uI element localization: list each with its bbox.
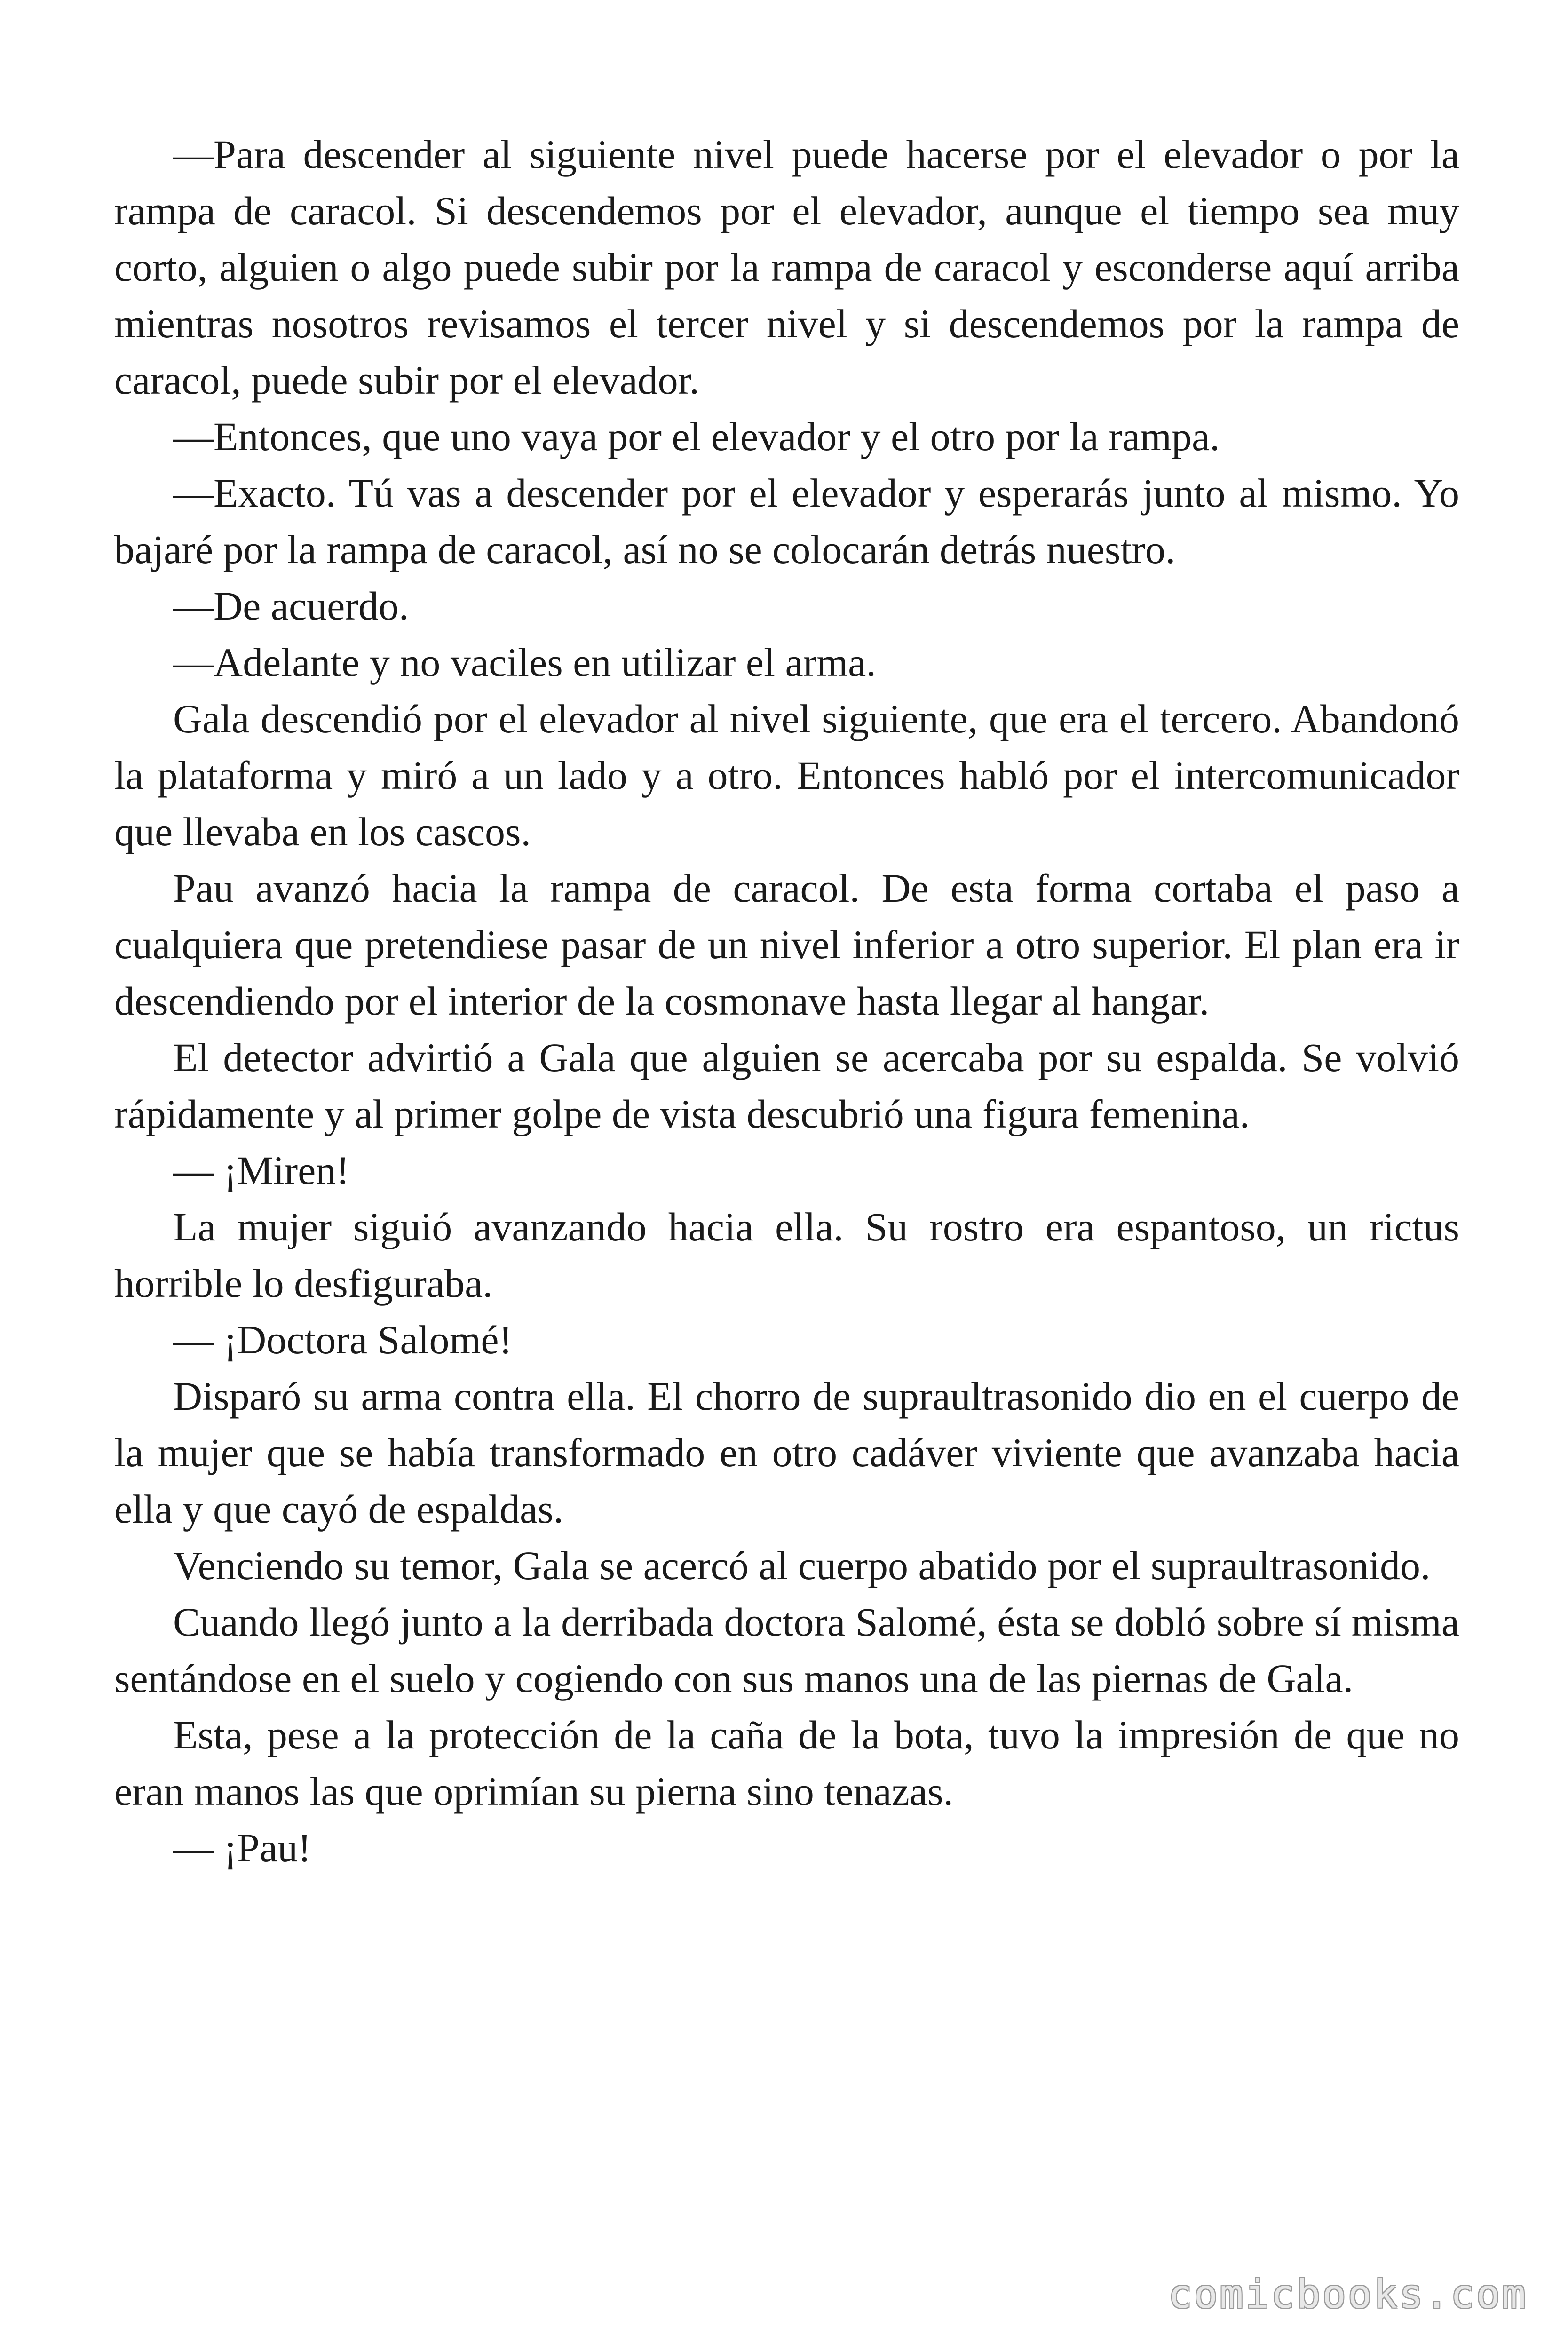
paragraph: La mujer siguió avanzando hacia ella. Su rostro era espantoso, un rictus horrible lo desfiguraba.	[114, 1204, 1459, 1306]
paragraph: Pau avanzó hacia la rampa de caracol. De esta forma cortaba el paso a cualquiera que pretendiese pasar de un nivel inferior a otro superior. El plan era ir descendiendo por el interior de la cosmonave hasta llegar al hangar.	[114, 866, 1459, 1024]
paragraph: — ¡Miren!	[173, 1148, 349, 1193]
paragraph: —Para descender al siguiente nivel puede hacerse por el elevador o por la rampa de caracol. Si descendemos por el elevador, aunque el tiempo sea muy corto, alguien o algo puede subir por la rampa de caracol y esconderse aquí arriba mientras nosotros revisamos el tercer nivel y si descendemos por la rampa de caracol, puede subir por el elevador.	[114, 132, 1459, 403]
paragraph: Disparó su arma contra ella. El chorro de supraultrasonido dio en el cuerpo de la mujer que se había transformado en otro cadáver viviente que avanzaba hacia ella y que cayó de espaldas.	[114, 1374, 1459, 1532]
body-text	[114, 126, 1459, 1876]
watermark: comicbooks.com	[1168, 2271, 1528, 2317]
paragraph: — ¡Pau!	[173, 1825, 311, 1870]
paragraph: —De acuerdo.	[173, 583, 409, 628]
paragraph: —Adelante y no vaciles en utilizar el arma.	[173, 640, 876, 685]
paragraph: Venciendo su temor, Gala se acercó al cuerpo abatido por el supraultrasonido.	[173, 1543, 1431, 1588]
paragraph: El detector advirtió a Gala que alguien se acercaba por su espalda. Se volvió rápidamente y al primer golpe de vista descubrió una figura femenina.	[114, 1035, 1459, 1136]
paragraph: —Exacto. Tú vas a descender por el elevador y esperarás junto al mismo. Yo bajaré por la rampa de caracol, así no se colocarán detrás nuestro.	[114, 470, 1459, 572]
paragraph: Esta, pese a la protección de la caña de la bota, tuvo la impresión de que no eran manos las que oprimían su pierna sino tenazas.	[114, 1712, 1459, 1814]
paragraph: Cuando llegó junto a la derribada doctora Salomé, ésta se dobló sobre sí misma sentándose en el suelo y cogiendo con sus manos una de las piernas de Gala.	[114, 1599, 1459, 1701]
paragraph: — ¡Doctora Salomé!	[173, 1317, 513, 1362]
paragraph: Gala descendió por el elevador al nivel siguiente, que era el tercero. Abandonó la plataforma y miró a un lado y a otro. Entonces habló por el intercomunicador que llevaba en los cascos.	[114, 696, 1459, 854]
paragraph: —Entonces, que uno vaya por el elevador y el otro por la rampa.	[173, 414, 1220, 459]
